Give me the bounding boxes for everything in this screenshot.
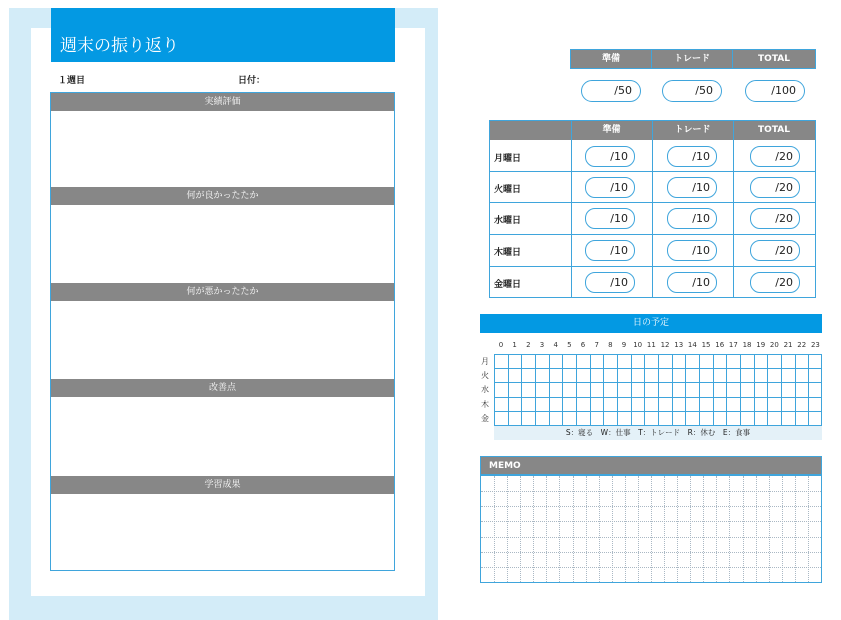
section-header: 何が良かったたか — [51, 187, 394, 205]
schedule-column-line — [713, 355, 714, 425]
totals-prep-field[interactable]: /50 — [581, 80, 641, 102]
totals-total-field[interactable]: /100 — [745, 80, 805, 102]
daily-header-total: TOTAL — [758, 125, 790, 135]
hour-label: 1 — [512, 341, 517, 349]
section-good — [51, 187, 394, 205]
section-learning — [51, 476, 394, 494]
day-label-tuesday: 火曜日 — [494, 185, 522, 195]
review-sections — [50, 92, 395, 571]
hour-label: 19 — [756, 341, 766, 349]
hour-label: 5 — [567, 341, 572, 349]
schedule-column-line — [644, 355, 645, 425]
hour-label: 4 — [553, 341, 558, 349]
schedule-row-line — [495, 411, 821, 412]
thursday-trade-field[interactable]: /10 — [667, 240, 717, 261]
schedule-column-line — [808, 355, 809, 425]
monday-prep-field[interactable]: /10 — [585, 146, 635, 167]
section-header: 何が悪かったたか — [51, 283, 394, 301]
daily-header-trade: トレード — [674, 125, 711, 135]
hour-label: 8 — [608, 341, 613, 349]
column-divider — [733, 121, 734, 297]
memo-grid-line — [481, 552, 821, 553]
schedule-row-line — [495, 382, 821, 383]
hour-label: 23 — [810, 341, 820, 349]
schedule-column-line — [726, 355, 727, 425]
wednesday-prep-field[interactable]: /10 — [585, 208, 635, 229]
schedule-row-line — [495, 397, 821, 398]
schedule-column-line — [767, 355, 768, 425]
hour-label: 10 — [633, 341, 643, 349]
hour-label: 14 — [687, 341, 697, 349]
memo-grid-line — [481, 506, 821, 507]
row-divider — [490, 171, 815, 172]
friday-prep-field[interactable]: /10 — [585, 272, 635, 293]
day-label-thursday: 木曜日 — [494, 248, 522, 258]
hour-label: 9 — [621, 341, 627, 349]
thursday-total-field[interactable]: /20 — [750, 240, 800, 261]
monday-total-field[interactable]: /20 — [750, 146, 800, 167]
schedule-column-line — [740, 355, 741, 425]
daily-score-table — [489, 120, 816, 298]
schedule-column-line — [685, 355, 686, 425]
hour-label: 3 — [539, 341, 545, 349]
hour-label: 13 — [674, 341, 684, 349]
schedule-column-line — [535, 355, 536, 425]
schedule-day-label: 金 — [481, 413, 489, 423]
schedule-column-line — [795, 355, 796, 425]
totals-header-total: TOTAL — [732, 49, 816, 69]
week-label: １週目 — [58, 76, 86, 86]
hour-label: 11 — [646, 341, 656, 349]
hour-label: 16 — [715, 341, 725, 349]
schedule-day-label: 木 — [481, 399, 489, 409]
daily-header-prep: 準備 — [602, 125, 621, 135]
memo-area[interactable] — [480, 475, 822, 583]
schedule-column-line — [672, 355, 673, 425]
tuesday-total-field[interactable]: /20 — [750, 177, 800, 198]
schedule-day-label: 火 — [481, 371, 489, 381]
tuesday-trade-field[interactable]: /10 — [667, 177, 717, 198]
totals-trade-field[interactable]: /50 — [662, 80, 722, 102]
friday-trade-field[interactable]: /10 — [667, 272, 717, 293]
schedule-title: 日の予定 — [480, 314, 822, 333]
tuesday-prep-field[interactable]: /10 — [585, 177, 635, 198]
schedule-row-line — [495, 368, 821, 369]
hour-label: 0 — [498, 341, 504, 349]
memo-grid-line — [481, 491, 821, 492]
hour-label: 12 — [660, 341, 670, 349]
schedule-column-line — [699, 355, 700, 425]
thursday-prep-field[interactable]: /10 — [585, 240, 635, 261]
schedule-grid[interactable] — [494, 354, 822, 426]
column-divider — [652, 121, 653, 297]
day-label-wednesday: 水曜日 — [494, 216, 522, 226]
schedule-column-line — [781, 355, 782, 425]
schedule-day-label: 水 — [481, 385, 489, 395]
section-header: 実績評価 — [51, 93, 394, 111]
hour-label: 21 — [783, 341, 793, 349]
schedule-column-line — [590, 355, 591, 425]
section-bad — [51, 283, 394, 301]
memo-title: MEMO — [480, 456, 822, 475]
schedule-column-line — [521, 355, 522, 425]
hour-label: 20 — [769, 341, 779, 349]
row-divider — [490, 266, 815, 267]
section-improvements — [51, 379, 394, 397]
schedule-column-line — [562, 355, 563, 425]
monday-trade-field[interactable]: /10 — [667, 146, 717, 167]
day-label-monday: 月曜日 — [494, 154, 522, 164]
totals-header-prep: 準備 — [570, 49, 652, 69]
schedule-column-line — [754, 355, 755, 425]
section-header: 改善点 — [51, 379, 394, 397]
hour-label: 18 — [742, 341, 752, 349]
schedule-day-label: 月 — [481, 357, 489, 366]
schedule-column-line — [617, 355, 618, 425]
row-divider — [490, 202, 815, 203]
row-divider — [490, 234, 815, 235]
wednesday-total-field[interactable]: /20 — [750, 208, 800, 229]
column-divider — [571, 121, 572, 297]
schedule-column-line — [658, 355, 659, 425]
memo-grid-line — [481, 521, 821, 522]
section-header: 学習成果 — [51, 476, 394, 494]
schedule-column-line — [603, 355, 604, 425]
hour-label: 15 — [701, 341, 711, 349]
section-results — [51, 93, 394, 111]
schedule-column-line — [631, 355, 632, 425]
schedule-column-line — [576, 355, 577, 425]
schedule-column-line — [549, 355, 550, 425]
memo-grid-line — [481, 567, 821, 568]
hour-label: 2 — [526, 341, 531, 349]
wednesday-trade-field[interactable]: /10 — [667, 208, 717, 229]
hour-label: 7 — [594, 341, 599, 349]
date-label: 日付： — [238, 76, 266, 86]
hour-label: 22 — [797, 341, 807, 349]
totals-header-trade: トレード — [651, 49, 733, 69]
day-label-friday: 金曜日 — [494, 280, 522, 290]
hour-label: 6 — [580, 341, 586, 349]
memo-grid-line — [481, 537, 821, 538]
hour-label: 17 — [728, 341, 738, 349]
schedule-column-line — [508, 355, 509, 425]
friday-total-field[interactable]: /20 — [750, 272, 800, 293]
schedule-legend: S：寝る W：仕事 T：トレード R：休む E：食事 — [494, 426, 822, 440]
page-title: 週末の振り返り — [51, 8, 395, 62]
